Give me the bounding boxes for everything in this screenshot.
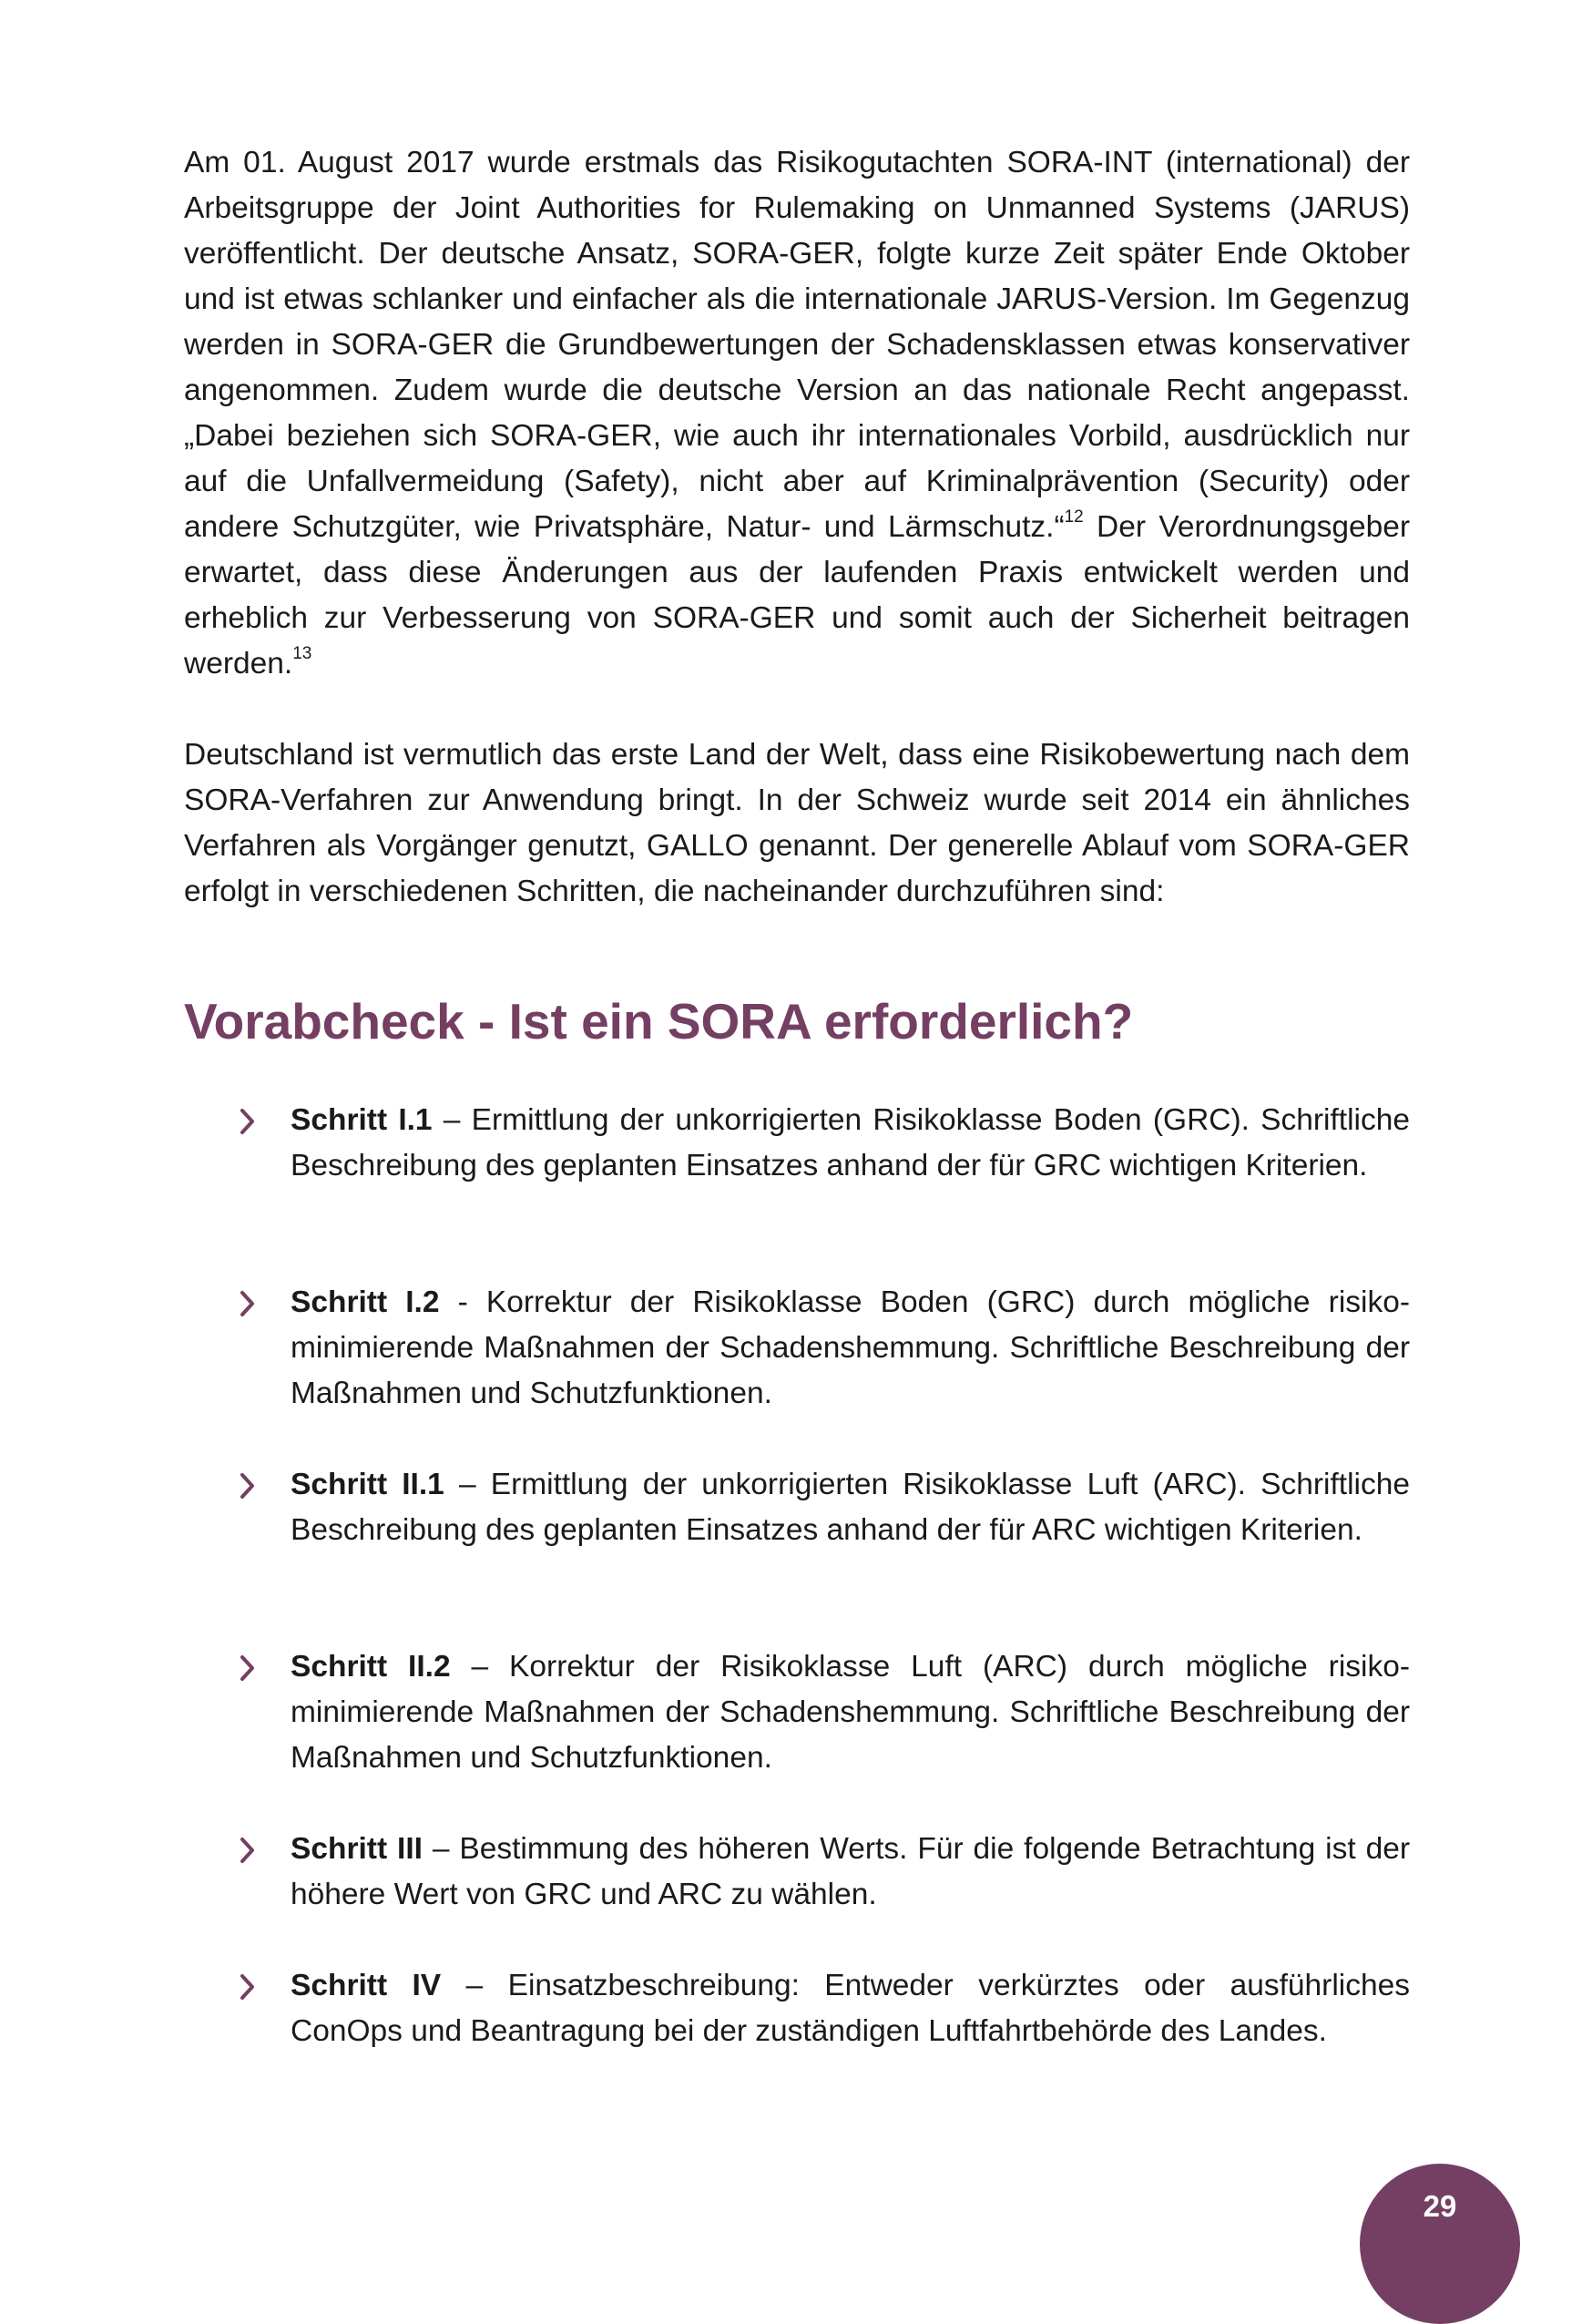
section-heading: Vorabcheck - Ist ein SORA erforderlich? — [184, 993, 1134, 1049]
chevron-right-icon — [237, 1285, 259, 1322]
chevron-right-icon — [237, 1103, 259, 1140]
step-description: – Bestimmung des höheren Werts. Für die folgende Betrachtung ist der höhere Wert von GRC und ARC zu wählen. — [291, 1832, 1410, 1911]
step-description: – Ermittlung der unkorrigierten Risikoklasse Luft (ARC). Schriftliche Beschreibung des geplanten Einsatzes anhand der für ARC wichtigen Kriterien. — [291, 1468, 1410, 1547]
intro-paragraph-part2: Der Verordnungsgeber erwartet, dass diese Änderungen aus der laufenden Praxis entwickelt werden und erheblich zur Verbesserung von SORA-GER und somit auch der Sicherheit beitragen werden. — [184, 510, 1411, 681]
step-text — [291, 1644, 1410, 1781]
step-label: Schritt I.1 — [291, 1103, 433, 1137]
step-label: Schritt II.1 — [291, 1468, 444, 1501]
step-description: - Korrektur der Risikoklasse Boden (GRC) durch mögliche risikominimierende Maßnahmen der Schadenshemmung. Schriftliche Beschreibung der Maßnahmen und Schutzfunktionen. — [291, 1285, 1410, 1410]
step-label: Schritt IV — [291, 1969, 442, 2002]
step-text — [291, 1098, 1410, 1189]
footnote-ref-12[interactable]: 12 — [1064, 507, 1084, 527]
step-description: – Ermittlung der unkorrigierten Risikoklasse Boden (GRC). Schriftliche Beschreibung des geplanten Einsatzes anhand der für GRC wichtigen Kriterien. — [291, 1103, 1410, 1182]
step-label: Schritt III — [291, 1832, 423, 1866]
step-text — [291, 1280, 1410, 1417]
step-description: – Korrektur der Risikoklasse Luft (ARC) durch mögliche risikominimierende Maßnahmen der Schadenshemmung. Schriftliche Beschreibung der Maßnahmen und Schutzfunktionen. — [291, 1650, 1410, 1775]
intro-paragraph-part1: Am 01. August 2017 wurde erstmals das Risikogutachten SORA-INT (international) der Arbeitsgruppe der Joint Authorities for Rulemaking on Unmanned Systems (JARUS) veröffentlicht. Der deutsche Ansatz, SORA-GER, folgte kurze Zeit später Ende Oktober und ist etwas schlanker und einfacher als die internationale JARUS-Version. Im Gegenzug werden in SORA-GER die Grundbewertungen der Schadensklassen etwas konservativer angenommen. Zudem wurde die deutsche Version an das nationale Recht angepasst. „Dabei beziehen sich SORA-GER, wie auch ihr internationales Vorbild, ausdrücklich nur auf die Unfallvermeidung (Safety), nicht aber auf Kriminalprävention (Security) oder andere Schutzgüter, wie Privatsphäre, Natur- und Lärmschutz.“ — [184, 146, 1410, 544]
step-text — [291, 1963, 1410, 2054]
footnote-ref-13[interactable]: 13 — [292, 643, 312, 663]
step-label: Schritt II.2 — [291, 1650, 451, 1684]
chevron-right-icon — [237, 1650, 259, 1686]
step-text — [291, 1462, 1410, 1553]
step-text — [291, 1827, 1410, 1918]
chevron-right-icon — [237, 1969, 259, 2005]
chevron-right-icon — [237, 1468, 259, 1504]
chevron-right-icon — [237, 1832, 259, 1868]
page-number: 29 — [1423, 2189, 1457, 2223]
intro-paragraph — [184, 140, 1410, 687]
second-paragraph: Deutschland ist vermutlich das erste Land der Welt, dass eine Risikobewertung nach dem SORA-Verfahren zur Anwendung bringt. In der Schweiz wurde seit 2014 ein ähnliches Verfahren als Vorgänger genutzt, GALLO genannt. Der generelle Ablauf vom SORA-GER erfolgt in verschiedenen Schritten, die nacheinander durchzuführen sind: — [184, 738, 1410, 908]
step-description: – Einsatzbeschreibung: Entweder verkürztes oder ausführliches ConOps und Beantragung bei der zuständigen Luftfahrtbehörde des Landes. — [291, 1969, 1410, 2048]
step-label: Schritt I.2 — [291, 1285, 440, 1319]
